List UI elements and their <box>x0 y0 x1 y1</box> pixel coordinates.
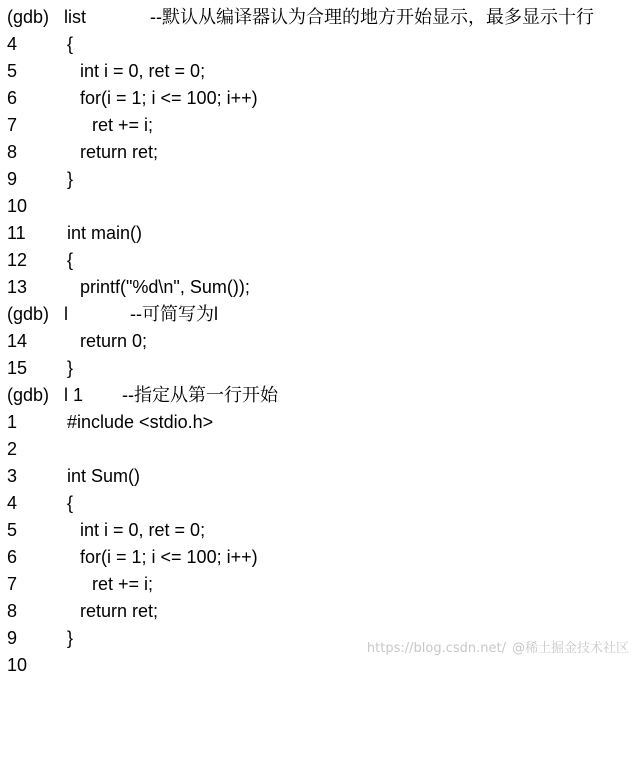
source-line <box>0 598 159 625</box>
watermark-site: @稀土掘金技术社区 <box>511 641 629 656</box>
gdb-command-line <box>0 382 278 409</box>
source-line <box>0 463 141 490</box>
source-code: return 0; <box>80 331 148 351</box>
source-code: int main() <box>67 223 143 243</box>
source-code: return ret; <box>80 601 159 621</box>
source-line <box>0 490 74 517</box>
source-line <box>0 625 74 652</box>
line-number: 6 <box>7 88 18 108</box>
source-line <box>0 517 206 544</box>
gdb-command-line <box>0 4 594 31</box>
source-line <box>0 544 258 571</box>
line-number: 12 <box>7 250 28 270</box>
gdb-command-line <box>0 301 218 328</box>
source-line <box>0 112 154 139</box>
source-line <box>0 436 20 463</box>
source-line <box>0 409 214 436</box>
line-number: 11 <box>7 223 26 243</box>
source-code: { <box>67 34 74 54</box>
line-number: 4 <box>7 34 18 54</box>
watermark-url: https://blog.csdn.net/ <box>366 641 506 656</box>
source-line <box>0 85 258 112</box>
source-line <box>0 328 148 355</box>
source-code: int i = 0, ret = 0; <box>80 520 206 540</box>
source-code: for(i = 1; i <= 100; i++) <box>80 547 258 567</box>
line-number: 2 <box>7 439 18 459</box>
source-code: ret += i; <box>92 574 154 594</box>
line-number: 13 <box>7 277 28 297</box>
line-number: 5 <box>7 520 18 540</box>
line-number: 9 <box>7 169 18 189</box>
line-number: 6 <box>7 547 18 567</box>
source-code: } <box>67 358 74 378</box>
gdb-command: l <box>64 304 68 324</box>
line-number: 1 <box>7 412 18 432</box>
line-number: 4 <box>7 493 18 513</box>
source-line <box>0 166 74 193</box>
line-number: 10 <box>7 655 28 675</box>
source-line <box>0 247 74 274</box>
line-number: 15 <box>7 358 28 378</box>
source-code: printf("%d\n", Sum()); <box>80 277 250 297</box>
source-code: for(i = 1; i <= 100; i++) <box>80 88 258 108</box>
line-number: 14 <box>7 331 28 351</box>
source-code: } <box>67 169 74 189</box>
command-annotation: --默认从编译器认为合理的地方开始显示，最多显示十行 <box>150 7 594 27</box>
source-line <box>0 652 28 679</box>
line-number: 8 <box>7 601 18 621</box>
source-line <box>0 571 154 598</box>
source-code: int i = 0, ret = 0; <box>80 61 206 81</box>
source-line <box>0 355 74 382</box>
source-line <box>0 31 74 58</box>
source-code: return ret; <box>80 142 159 162</box>
source-line <box>0 220 143 247</box>
line-number: 9 <box>7 628 18 648</box>
source-code: ret += i; <box>92 115 154 135</box>
source-code: } <box>67 628 74 648</box>
gdb-command: list <box>64 7 86 27</box>
gdb-prompt: (gdb) <box>7 7 50 27</box>
source-line <box>0 193 28 220</box>
source-code: int Sum() <box>67 466 141 486</box>
command-annotation: --指定从第一行开始 <box>122 385 278 405</box>
gdb-prompt: (gdb) <box>7 304 50 324</box>
line-number: 10 <box>7 196 28 216</box>
watermark <box>350 622 629 671</box>
line-number: 7 <box>7 115 18 135</box>
source-line <box>0 139 159 166</box>
source-code: { <box>67 493 74 513</box>
line-number: 5 <box>7 61 18 81</box>
source-line <box>0 58 206 85</box>
gdb-command: l 1 <box>64 385 84 405</box>
source-code: { <box>67 250 74 270</box>
line-number: 8 <box>7 142 18 162</box>
gdb-prompt: (gdb) <box>7 385 50 405</box>
command-annotation: --可简写为l <box>130 304 218 324</box>
source-line <box>0 274 250 301</box>
line-number: 7 <box>7 574 18 594</box>
source-code: #include <stdio.h> <box>67 412 214 432</box>
line-number: 3 <box>7 466 18 486</box>
